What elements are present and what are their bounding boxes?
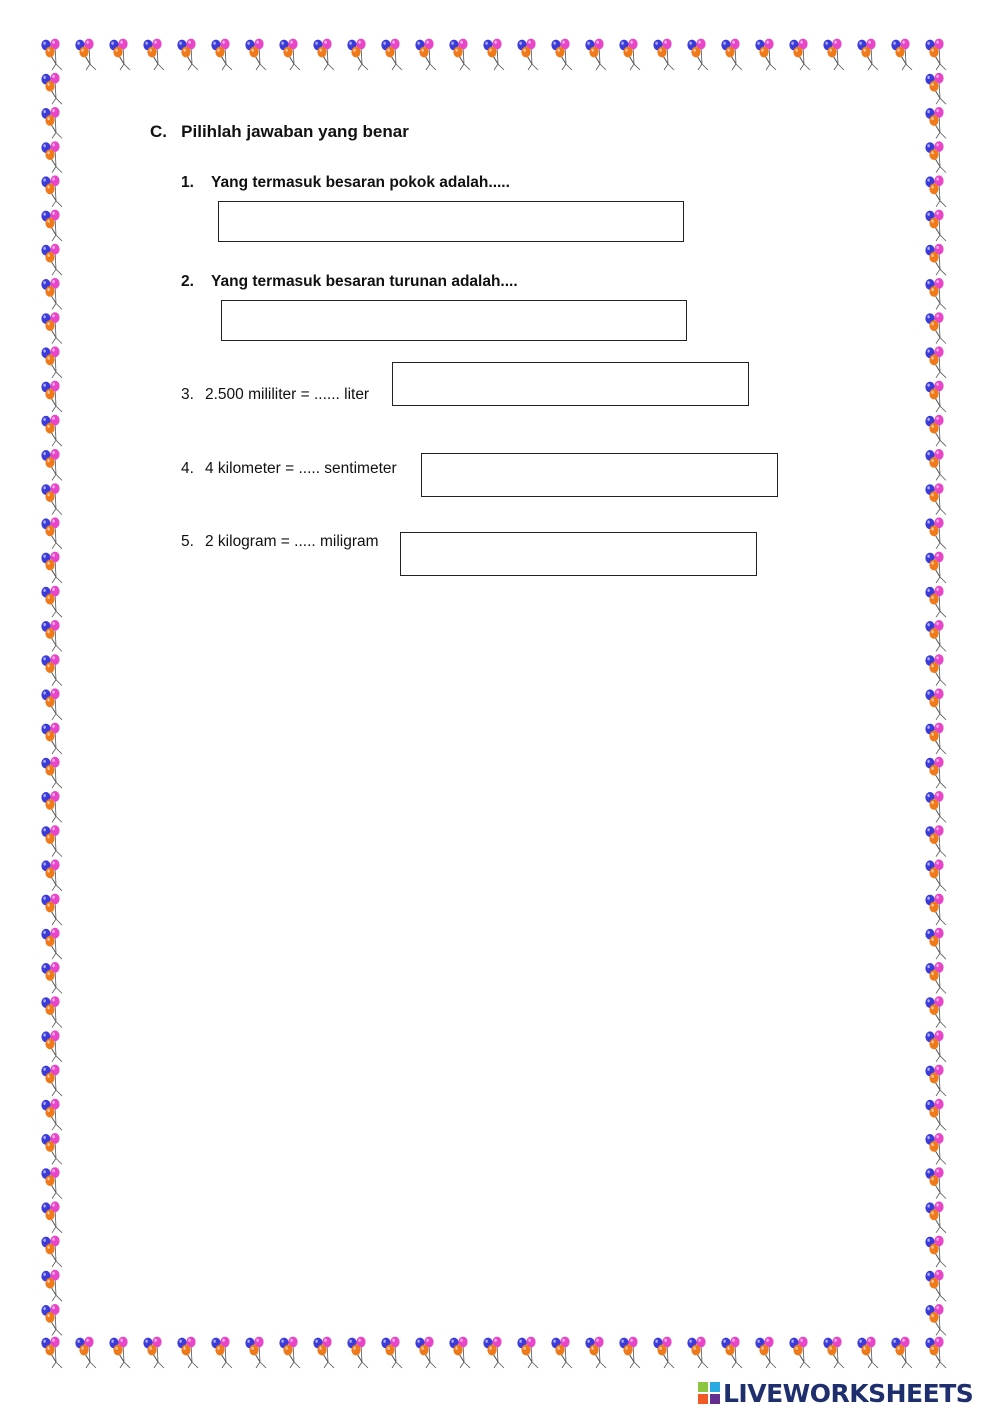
balloon-bunch-icon <box>925 1030 946 1061</box>
section-title: Pilihlah jawaban yang benar <box>181 122 409 141</box>
question-number: 1. <box>181 174 194 191</box>
balloon-bunch-icon <box>41 107 62 138</box>
balloon-bunch-icon <box>823 1337 844 1368</box>
question-1 <box>181 174 510 192</box>
balloon-bunch-icon <box>41 1201 62 1232</box>
balloon-bunch-icon <box>925 791 946 822</box>
answer-input-1[interactable] <box>218 201 684 242</box>
answer-input-4[interactable] <box>421 453 778 497</box>
balloon-bunch-icon <box>925 1201 946 1232</box>
balloon-bunch-icon <box>41 825 62 856</box>
balloon-bunch-icon <box>109 39 130 70</box>
balloon-bunch-icon <box>313 39 334 70</box>
balloon-bunch-icon <box>857 1337 878 1368</box>
balloon-bunch-icon <box>925 586 946 617</box>
answer-input-2[interactable] <box>221 300 687 341</box>
balloon-bunch-icon <box>789 39 810 70</box>
balloon-bunch-icon <box>755 1337 776 1368</box>
balloon-bunch-icon <box>41 996 62 1027</box>
balloon-bunch-icon <box>211 39 232 70</box>
balloon-bunch-icon <box>891 39 912 70</box>
balloon-bunch-icon <box>925 346 946 377</box>
question-number: 3. <box>181 386 194 403</box>
balloon-bunch-icon <box>449 1337 470 1368</box>
answer-input-3[interactable] <box>392 362 749 406</box>
balloon-bunch-icon <box>653 39 674 70</box>
question-text: Yang termasuk besaran pokok adalah..... <box>211 174 510 191</box>
balloon-bunch-icon <box>41 1304 62 1335</box>
balloon-bunch-icon <box>925 175 946 206</box>
balloon-bunch-icon <box>925 244 946 275</box>
balloon-bunch-icon <box>483 39 504 70</box>
balloon-bunch-icon <box>925 1167 946 1198</box>
balloon-bunch-icon <box>347 39 368 70</box>
question-number: 2. <box>181 273 194 290</box>
balloon-bunch-icon <box>41 894 62 925</box>
balloon-bunch-icon <box>381 1337 402 1368</box>
balloon-bunch-icon <box>721 39 742 70</box>
balloon-bunch-icon <box>551 1337 572 1368</box>
balloon-bunch-icon <box>41 620 62 651</box>
balloon-bunch-icon <box>925 1270 946 1301</box>
section-letter: C. <box>150 122 167 141</box>
balloon-bunch-icon <box>721 1337 742 1368</box>
balloon-bunch-icon <box>687 39 708 70</box>
balloon-bunch-icon <box>41 1167 62 1198</box>
balloon-bunch-icon <box>41 791 62 822</box>
balloon-bunch-icon <box>653 1337 674 1368</box>
balloon-bunch-icon <box>41 552 62 583</box>
balloon-bunch-icon <box>41 586 62 617</box>
balloon-bunch-icon <box>925 312 946 343</box>
question-number: 4. <box>181 460 194 477</box>
balloon-bunch-icon <box>925 141 946 172</box>
balloon-bunch-icon <box>925 620 946 651</box>
balloon-bunch-icon <box>823 39 844 70</box>
balloon-bunch-icon <box>925 1337 946 1368</box>
balloon-bunch-icon <box>517 39 538 70</box>
balloon-bunch-icon <box>177 39 198 70</box>
balloon-bunch-icon <box>925 107 946 138</box>
balloon-bunch-icon <box>41 346 62 377</box>
balloon-bunch-icon <box>925 825 946 856</box>
balloon-bunch-icon <box>41 73 62 104</box>
balloon-bunch-icon <box>75 39 96 70</box>
balloon-bunch-icon <box>41 1236 62 1267</box>
balloon-bunch-icon <box>925 757 946 788</box>
balloon-bunch-icon <box>925 928 946 959</box>
balloon-bunch-icon <box>109 1337 130 1368</box>
question-3 <box>181 386 369 404</box>
question-text: 4 kilometer = ..... sentimeter <box>205 460 397 477</box>
balloon-bunch-icon <box>41 1030 62 1061</box>
question-text: 2 kilogram = ..... miligram <box>205 533 379 550</box>
balloon-bunch-icon <box>245 39 266 70</box>
balloon-bunch-icon <box>41 244 62 275</box>
balloon-bunch-icon <box>925 1099 946 1130</box>
balloon-bunch-icon <box>925 483 946 514</box>
balloon-bunch-icon <box>789 1337 810 1368</box>
balloon-bunch-icon <box>925 517 946 548</box>
balloon-bunch-icon <box>857 39 878 70</box>
answer-input-5[interactable] <box>400 532 757 576</box>
balloon-bunch-icon <box>41 1270 62 1301</box>
balloon-bunch-icon <box>925 996 946 1027</box>
question-5 <box>181 533 379 551</box>
balloon-bunch-icon <box>619 1337 640 1368</box>
liveworksheets-logo-icon <box>698 1382 720 1404</box>
balloon-bunch-icon <box>483 1337 504 1368</box>
balloon-bunch-icon <box>41 1065 62 1096</box>
balloon-bunch-icon <box>585 1337 606 1368</box>
balloon-bunch-icon <box>925 1304 946 1335</box>
question-text: Yang termasuk besaran turunan adalah.... <box>211 273 518 290</box>
liveworksheets-logo <box>698 1378 973 1408</box>
balloon-bunch-icon <box>925 278 946 309</box>
balloon-bunch-icon <box>925 415 946 446</box>
balloon-bunch-icon <box>313 1337 334 1368</box>
balloon-bunch-icon <box>279 1337 300 1368</box>
balloon-bunch-icon <box>279 39 300 70</box>
balloon-bunch-icon <box>449 39 470 70</box>
balloon-bunch-icon <box>245 1337 266 1368</box>
balloon-bunch-icon <box>41 449 62 480</box>
balloon-bunch-icon <box>925 962 946 993</box>
balloon-bunch-icon <box>41 415 62 446</box>
balloon-bunch-icon <box>925 723 946 754</box>
balloon-bunch-icon <box>925 688 946 719</box>
balloon-bunch-icon <box>41 1099 62 1130</box>
balloon-bunch-icon <box>143 1337 164 1368</box>
balloon-bunch-icon <box>41 210 62 241</box>
balloon-bunch-icon <box>551 39 572 70</box>
balloon-bunch-icon <box>41 962 62 993</box>
balloon-bunch-icon <box>347 1337 368 1368</box>
balloon-bunch-icon <box>925 1236 946 1267</box>
balloon-bunch-icon <box>687 1337 708 1368</box>
question-text: 2.500 mililiter = ...... liter <box>205 386 370 403</box>
balloon-bunch-icon <box>177 1337 198 1368</box>
question-number: 5. <box>181 533 194 550</box>
balloon-bunch-icon <box>41 928 62 959</box>
balloon-bunch-icon <box>925 894 946 925</box>
balloon-bunch-icon <box>41 723 62 754</box>
balloon-bunch-icon <box>41 688 62 719</box>
balloon-bunch-icon <box>925 1133 946 1164</box>
balloon-bunch-icon <box>41 517 62 548</box>
balloon-bunch-icon <box>925 73 946 104</box>
balloon-bunch-icon <box>925 1065 946 1096</box>
balloon-bunch-icon <box>415 1337 436 1368</box>
section-heading <box>150 122 409 142</box>
balloon-bunch-icon <box>41 381 62 412</box>
balloon-bunch-icon <box>925 449 946 480</box>
balloon-bunch-icon <box>41 278 62 309</box>
balloon-bunch-icon <box>41 1133 62 1164</box>
balloon-bunch-icon <box>755 39 776 70</box>
balloon-bunch-icon <box>41 312 62 343</box>
question-4 <box>181 460 397 478</box>
balloon-bunch-icon <box>891 1337 912 1368</box>
balloon-bunch-icon <box>517 1337 538 1368</box>
balloon-bunch-icon <box>925 381 946 412</box>
balloon-bunch-icon <box>925 39 946 70</box>
balloon-bunch-icon <box>381 39 402 70</box>
logo-text: LIVEWORKSHEETS <box>723 1378 974 1408</box>
balloon-bunch-icon <box>41 39 62 70</box>
balloon-bunch-icon <box>143 39 164 70</box>
balloon-bunch-icon <box>211 1337 232 1368</box>
balloon-bunch-icon <box>619 39 640 70</box>
balloon-bunch-icon <box>925 654 946 685</box>
balloon-bunch-icon <box>585 39 606 70</box>
question-2 <box>181 273 518 291</box>
balloon-bunch-icon <box>41 1337 62 1368</box>
balloon-bunch-icon <box>41 654 62 685</box>
balloon-bunch-icon <box>41 757 62 788</box>
balloon-bunch-icon <box>75 1337 96 1368</box>
balloon-bunch-icon <box>925 210 946 241</box>
balloon-bunch-icon <box>41 175 62 206</box>
balloon-bunch-icon <box>415 39 436 70</box>
balloon-bunch-icon <box>41 483 62 514</box>
balloon-bunch-icon <box>925 859 946 890</box>
balloon-bunch-icon <box>925 552 946 583</box>
balloon-bunch-icon <box>41 859 62 890</box>
balloon-bunch-icon <box>41 141 62 172</box>
